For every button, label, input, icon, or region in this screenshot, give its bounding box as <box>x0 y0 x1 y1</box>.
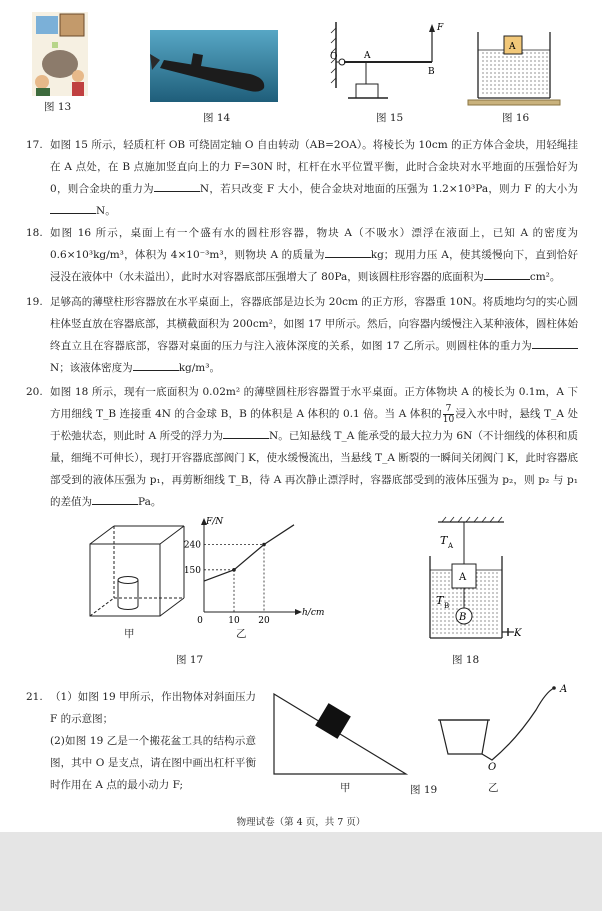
y-axis-label: F/N <box>206 517 224 527</box>
question-20 <box>26 381 578 513</box>
figure-19-right <box>436 680 576 774</box>
force-depth-chart <box>176 514 336 632</box>
y-tick-label: 150 <box>183 565 201 576</box>
answer-blank[interactable] <box>133 358 179 371</box>
question-number: 21. <box>26 691 43 703</box>
question-number: 18. <box>26 227 43 239</box>
figure-17-chart <box>176 514 336 632</box>
figure-14 <box>150 30 278 102</box>
question-18 <box>26 222 578 288</box>
question-number: 19. <box>26 296 43 308</box>
series-line <box>204 525 294 581</box>
label-b: B <box>459 612 467 623</box>
figure-17-sub-right: 乙 <box>236 628 247 640</box>
data-point <box>232 568 236 572</box>
x-axis-label: h/cm <box>302 608 325 618</box>
question-text: 足够高的薄壁柱形容器放在水平桌面上，容器底部是边长为 20cm 的正方形，容器重 10N。将质地均匀的实心圆柱体竖直放在容器底部，其横截面积为 200cm²，如图 17 甲所示。然后，向容器内缓慢注入某种液体，圆柱体始终直立且在容器底部，容器对桌面的压力与注入液体深度的关系，如图 17 乙所示。则圆柱体的重力为N；该液体密度为 kg/m³。 <box>50 296 578 374</box>
figure-18 <box>420 516 520 644</box>
question-number: 17. <box>26 139 43 151</box>
figure-17-caption: 图 17 <box>176 654 204 666</box>
figure-13 <box>32 12 88 96</box>
incline-diagram <box>270 690 410 776</box>
answer-blank[interactable] <box>325 245 371 258</box>
x-axis-arrow <box>295 609 302 615</box>
figure-19-caption: 图 19 <box>410 784 438 796</box>
label-tb: T <box>436 594 444 607</box>
box-cylinder-diagram <box>86 522 188 622</box>
label-k: K <box>514 628 522 639</box>
question-text: 如图 18 所示，现有一底面积为 0.02m² 的薄壁圆柱形容器置于水平桌面。正方体物块 A 的棱长为 0.1m，A 下方用细线 T_B 连接重 4N 的合金球 B，B 的体积是 A 体积的 0.1 倍。当 A 体积的 $\frac{7}{10}$ 浸入水中时，悬线 T_A 处于松弛状态，则此时 A 所受的浮力为 N。已知悬线 T_A 能承受的最大拉力为 6N（不计细线的体积和质量，细绳不可伸长），现打开容器底部阀门 K，使水缓慢流出，当悬线 T_A 断裂的一瞬间关闭阀门 K，此时容器底部受到的液体压强为 p₁，再剪断细线 T_B，待 A 再次静止漂浮时，容器底部受到的液体压强为 p₂，则 p₂ 与 p₁ 的差值为 Pa。 <box>50 386 579 508</box>
data-point <box>262 543 266 547</box>
answer-blank[interactable] <box>223 426 269 439</box>
label-o: O <box>330 52 338 62</box>
answer-blank[interactable] <box>484 267 530 280</box>
question-17 <box>26 134 578 222</box>
figure-16-caption: 图 16 <box>502 112 530 124</box>
question-part-2: (2)如图 19 乙是一个搬花盆工具的结构示意图，其中 O 是支点，请在图中画出杠杆平衡时作用在 A 点的最小动力 F; <box>50 735 256 791</box>
x-tick-label: 10 <box>228 616 240 626</box>
label-f: F <box>437 23 444 33</box>
figure-13-caption: 图 13 <box>44 101 72 113</box>
label-tb-sub: B <box>444 602 450 610</box>
figure-17-sub-left: 甲 <box>124 628 135 640</box>
figure-18-caption: 图 18 <box>452 654 480 666</box>
answer-blank[interactable] <box>532 336 578 349</box>
label-a: A <box>364 51 371 61</box>
label-a: A <box>459 572 467 583</box>
figure-15-caption: 图 15 <box>376 112 404 124</box>
x-tick-label: 20 <box>258 616 270 626</box>
label-o: O <box>488 762 497 773</box>
lever-diagram <box>330 18 450 106</box>
question-number: 20. <box>26 386 43 398</box>
figure-17-left <box>86 522 188 622</box>
question-21 <box>26 686 256 796</box>
page-gap <box>0 832 602 911</box>
y-tick-label: 240 <box>183 540 201 551</box>
submarine-image <box>150 30 278 102</box>
answer-blank[interactable] <box>92 492 138 505</box>
question-19 <box>26 291 578 379</box>
container-diagram <box>466 28 562 108</box>
page-footer: 物理试卷（第 4 页，共 7 页） <box>236 817 366 828</box>
tank-diagram <box>420 516 520 644</box>
label-a: A <box>509 42 516 52</box>
answer-blank[interactable] <box>154 179 200 192</box>
figure-16 <box>466 28 562 108</box>
figure-14-caption: 图 14 <box>203 112 231 124</box>
figure-19-left <box>270 690 410 776</box>
label-a: A <box>560 684 568 695</box>
x-tick-label: 0 <box>197 616 203 626</box>
question-text: 如图 15 所示，轻质杠杆 OB 可绕固定轴 O 自由转动（AB=2OA）。将棱长为 10cm 的正方体合金块，用轻绳挂在 A 点处，在 B 点施加竖直向上的力 F=30N 时，杠杆在水平位置平衡，此时合金块对水平地面的压强恰好为 0，则合金块的重力为 N，若只改变 F 大小，使合金块对地面的压强为 1.2×10³Pa，则力 F 的大小为N。 <box>50 139 578 217</box>
label-ta-sub: A <box>448 542 454 550</box>
label-b: B <box>428 67 435 77</box>
figure-19-sub-right: 乙 <box>488 782 499 794</box>
figure-15 <box>330 18 450 106</box>
label-ta: T <box>440 534 448 547</box>
cartoon-image <box>32 12 88 96</box>
question-part-1: （1）如图 19 甲所示，作出物体对斜面压力 F 的示意图； <box>50 691 256 725</box>
answer-blank[interactable] <box>50 201 96 214</box>
flowerpot-tool-diagram <box>436 680 576 774</box>
fraction: $\frac{7}{10}$ <box>442 403 455 425</box>
figure-19-sub-left: 甲 <box>340 782 351 794</box>
question-text: 如图 16 所示，桌面上有一个盛有水的圆柱形容器，物块 A（不吸水）漂浮在液面上，已知 A 的密度为 0.6×10³kg/m³，体积为 4×10⁻³m³，则物块 A 的质量为 kg；现用力压 A，使其缓慢向下，直到恰好浸没在液体中（水未溢出），此时水对容器底部压强增大了 80Pa，则该圆柱形容器的底面积为 cm²。 <box>50 227 578 283</box>
